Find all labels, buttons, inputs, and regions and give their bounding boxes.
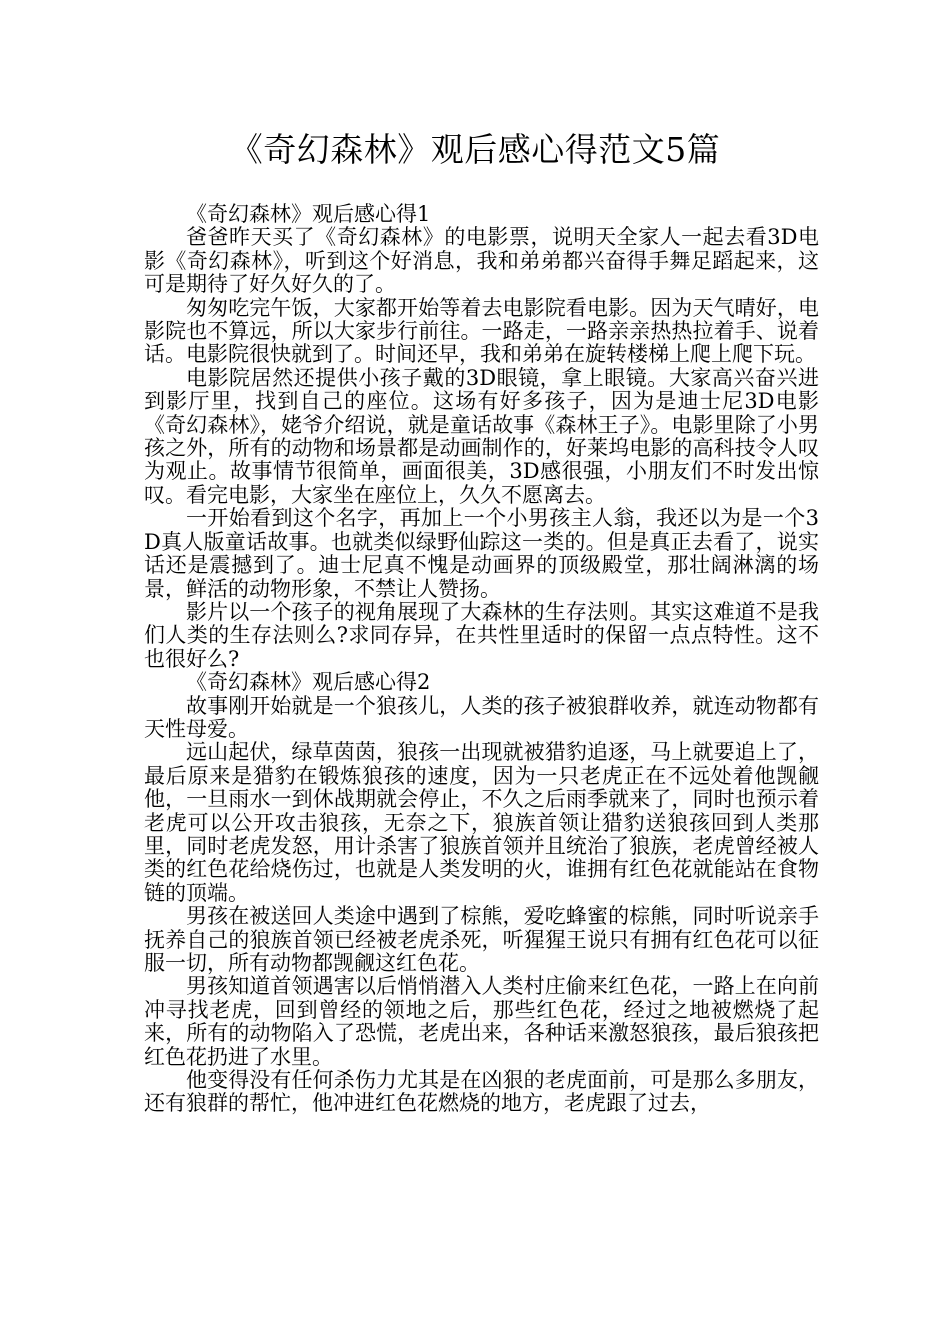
paragraph: 电影院居然还提供小孩子戴的3D眼镜，拿上眼镜。大家高兴奋兴进到影厅里，找到自己的座位。这场有好多孩子，因为是迪士尼3D电影《奇幻森林》，姥爷介绍说，就是童话故事《森林王子》。电影里除了小男孩之外，所有的动物和场景都是动画制作的，好莱坞电影的高科技令人叹为观止。故事情节很简单，画面很美，3D感很强，小朋友们不时发出惊叹。看完电影，大家坐在座位上，久久不愿离去。 — [144, 365, 819, 507]
section-heading-1: 《奇幻森林》观后感心得1 — [186, 202, 431, 226]
paragraph: 他变得没有任何杀伤力尤其是在凶狠的老虎面前，可是那么多朋友，还有狼群的帮忙，他冲进红色花燃烧的地方，老虎跟了过去， — [144, 1068, 819, 1116]
paragraph: 影片以一个孩子的视角展现了大森林的生存法则。其实这难道不是我们人类的生存法则么?求同存异，在共性里适时的保留一点点特性。这不也很好么? — [144, 599, 819, 671]
document-title: 《奇幻森林》观后感心得范文5篇 — [229, 130, 721, 169]
paragraph: 远山起伏，绿草茵茵，狼孩一出现就被猎豹追逐，马上就要追上了，最后原来是猎豹在锻炼狼孩的速度，因为一只老虎正在不远处着他觊觎他，一旦雨水一到休战期就会停止，不久之后雨季就来了，同时也预示着老虎可以公开攻击狼孩，无奈之下，狼族首领让猎豹送狼孩回到人类那里，同时老虎发怒，用计杀害了狼族首领并且统治了狼族，老虎曾经被人类的红色花给烧伤过，也就是人类发明的火，谁拥有红色花就能站在食物链的顶端。 — [144, 740, 819, 905]
section-heading-2: 《奇幻森林》观后感心得2 — [186, 670, 431, 695]
paragraph: 男孩在被送回人类途中遇到了棕熊，爱吃蜂蜜的棕熊，同时听说亲手抚养自己的狼族首领已经被老虎杀死，听猩猩王说只有拥有红色花可以征服一切，所有动物都觊觎这红色花。 — [144, 904, 819, 975]
paragraph: 故事刚开始就是一个狼孩儿，人类的孩子被狼群收养，就连动物都有天性母爱。 — [144, 693, 819, 741]
document-body — [144, 203, 819, 1116]
paragraph: 一开始看到这个名字，再加上一个小男孩主人翁，我还以为是一个3D真人版童话故事。也就类似绿野仙踪这一类的。但是真正去看了，说实话还是震撼到了。迪士尼真不愧是动画界的顶级殿堂，那壮阔淋漓的场景，鲜活的动物形象，不禁让人赞扬。 — [144, 506, 819, 601]
paragraph: 爸爸昨天买了《奇幻森林》的电影票，说明天全家人一起去看3D电影《奇幻森林》，听到这个好消息，我和弟弟都兴奋得手舞足蹈起来，这可是期待了好久好久的了。 — [144, 225, 819, 297]
paragraph: 男孩知道首领遇害以后悄悄潜入人类村庄偷来红色花，一路上在向前冲寻找老虎，回到曾经的领地之后，那些红色花，经过之地被燃烧了起来，所有的动物陷入了恐慌，老虎出来，各种话来激怒狼孩，最后狼孩把红色花扔进了水里。 — [144, 974, 819, 1069]
paragraph: 匆匆吃完午饭，大家都开始等着去电影院看电影。因为天气晴好，电影院也不算远，所以大家步行前往。一路走，一路亲亲热热拉着手、说着话。电影院很快就到了。时间还早，我和弟弟在旋转楼梯上爬上爬下玩。 — [144, 295, 819, 367]
